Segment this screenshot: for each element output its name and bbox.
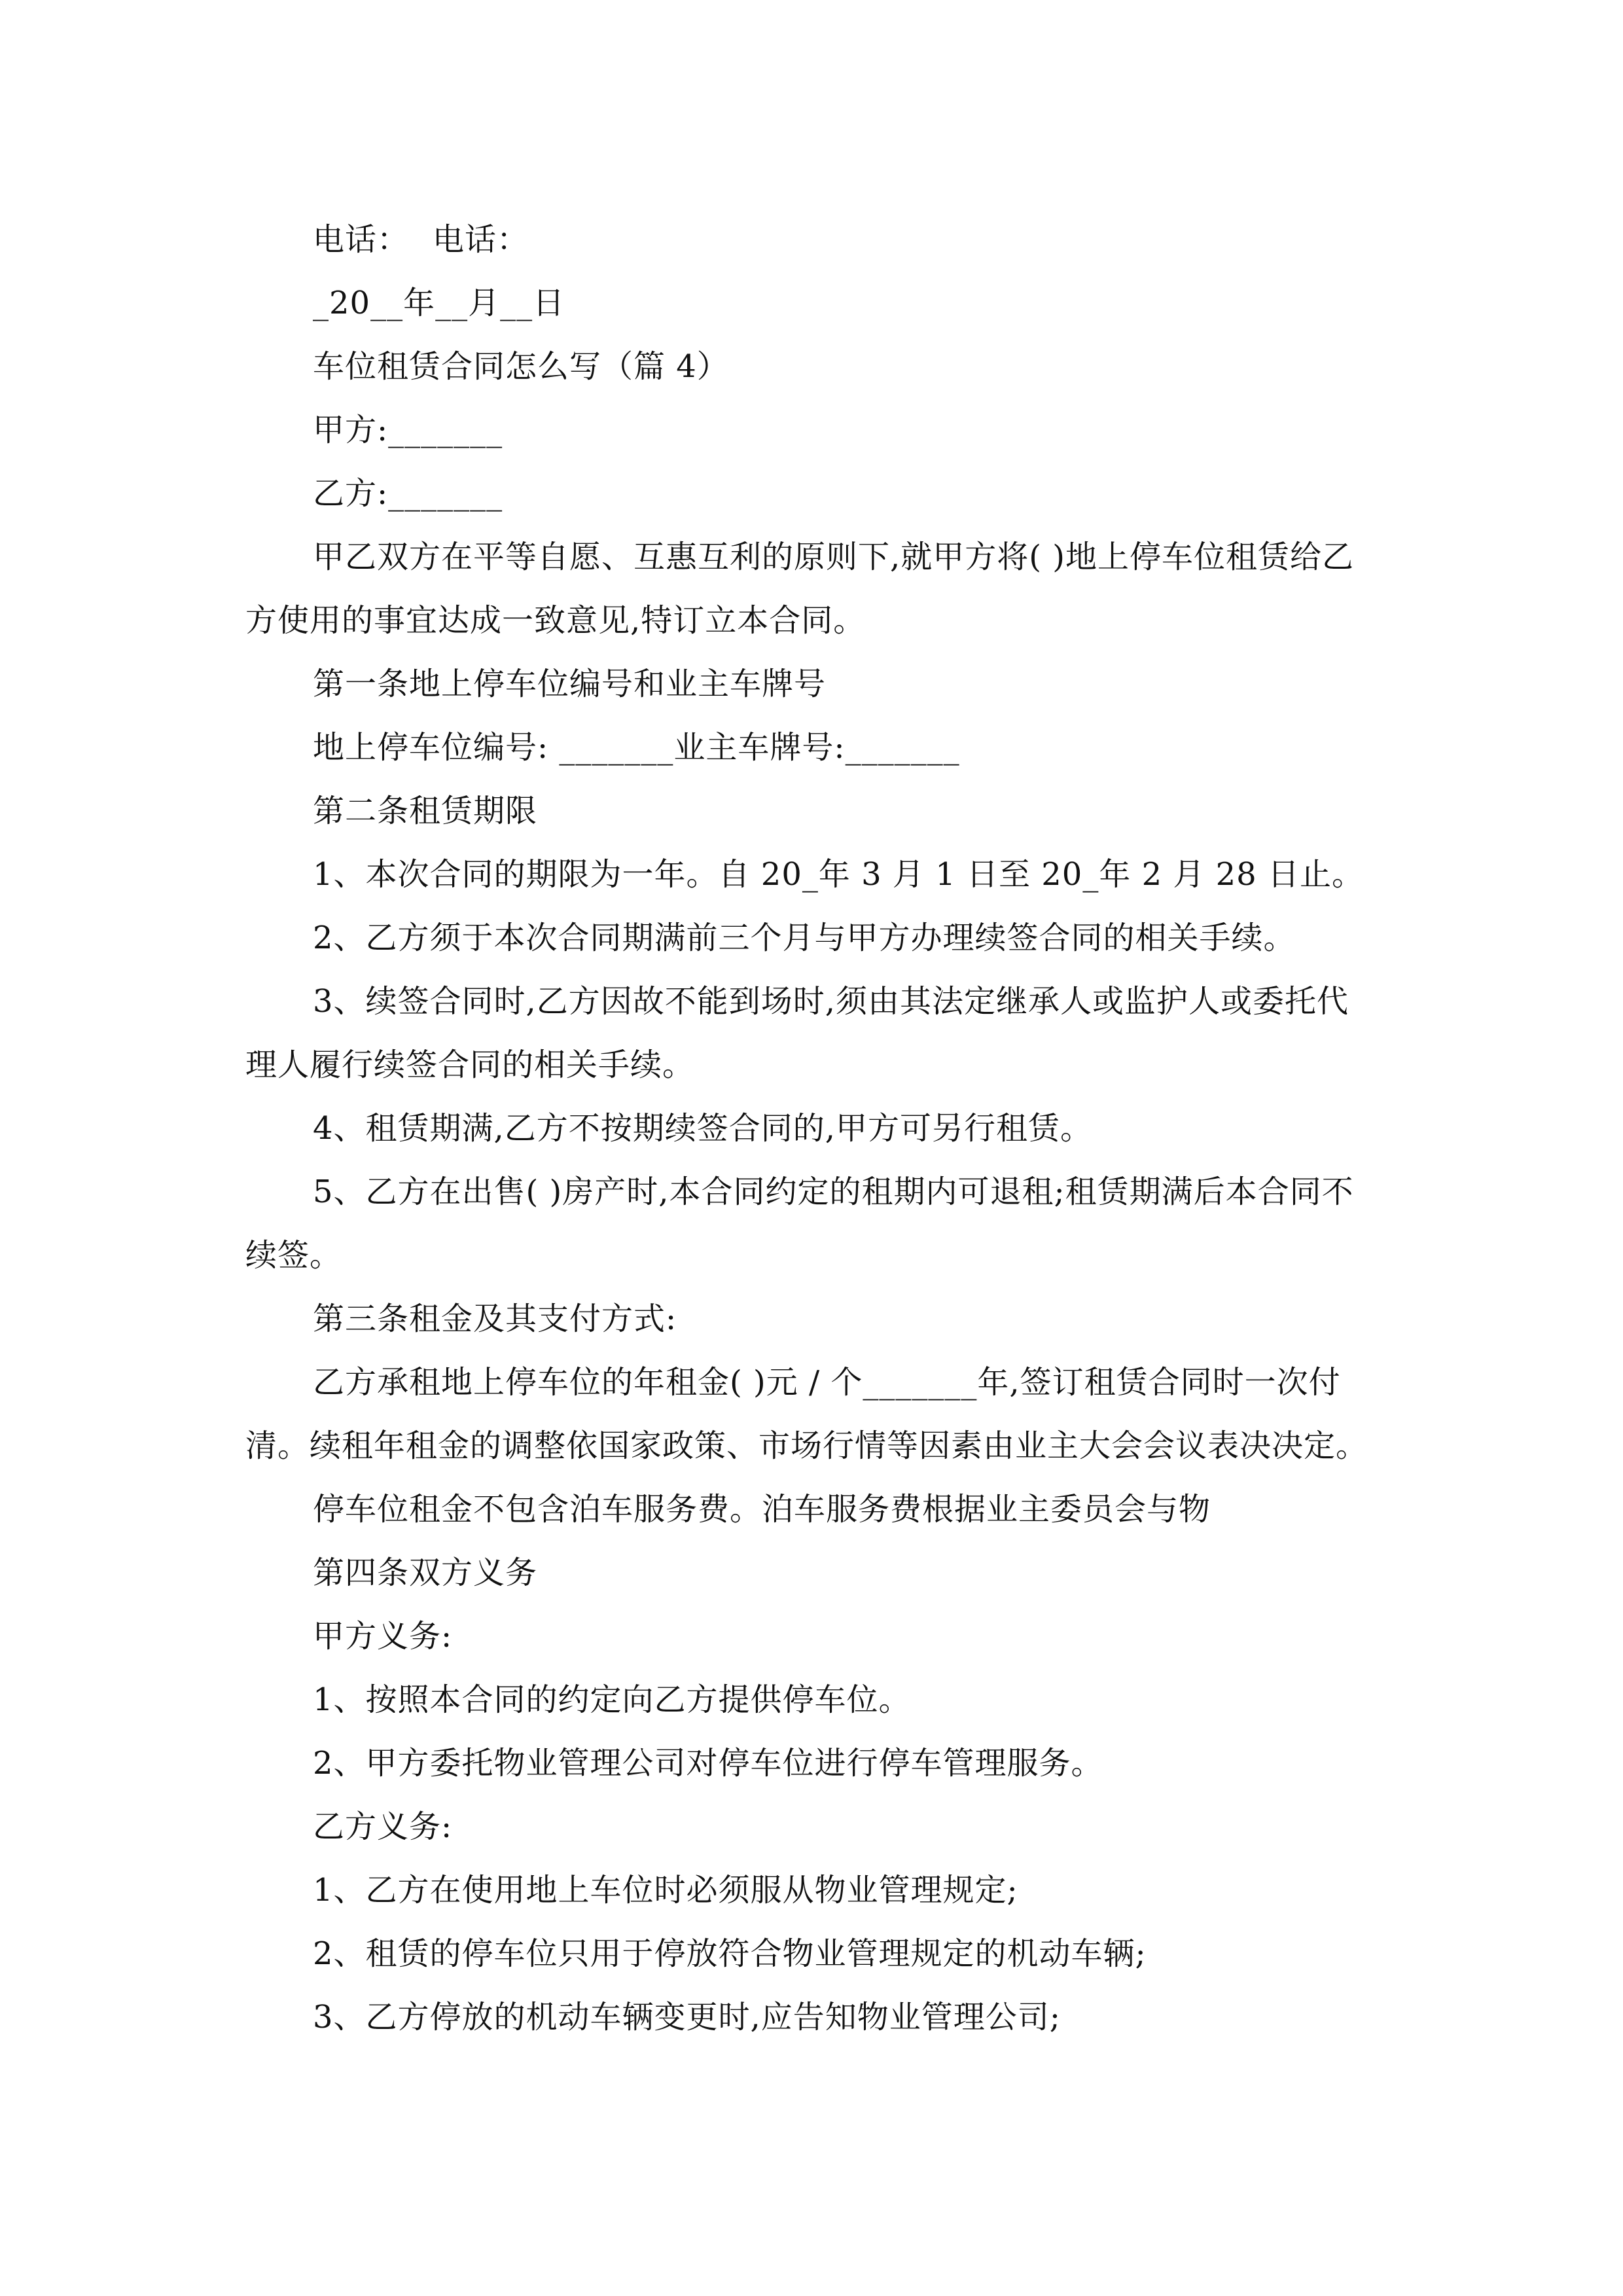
clause-line: 1、本次合同的期限为一年。自 20_年 3 月 1 日至 20_年 2 月 28 日止。 xyxy=(313,856,1364,893)
document-body xyxy=(245,208,1394,2049)
article-heading: 第二条租赁期限 xyxy=(313,793,538,829)
paragraph-line: 甲乙双方在平等自愿、互惠互利的原则下,就甲方将( )地上停车位租赁给乙 xyxy=(313,539,1354,575)
clause-line: 2、甲方委托物业管理公司对停车位进行停车管理服务。 xyxy=(313,1745,1103,1782)
paragraph-line: 乙方承租地上停车位的年租金( )元 / 个_______年,签订租赁合同时一次付 xyxy=(313,1364,1341,1401)
subheading: 甲方义务: xyxy=(313,1618,453,1655)
clause-line: 理人履行续签合同的相关手续。 xyxy=(245,1047,695,1083)
date-line: _20__年__月__日 xyxy=(313,285,565,321)
clause-line: 1、按照本合同的约定向乙方提供停车位。 xyxy=(313,1681,911,1718)
paragraph-line: 地上停车位编号: _______业主车牌号:_______ xyxy=(313,729,960,766)
phone-line xyxy=(245,208,1394,272)
clause-line: 3、乙方停放的机动车辆变更时,应告知物业管理公司; xyxy=(313,1999,1061,2036)
clause-line: 3、续签合同时,乙方因故不能到场时,须由其法定继承人或监护人或委托代 xyxy=(313,983,1349,1020)
paragraph-line: 停车位租金不包含泊车服务费。泊车服务费根据业主委员会与物 xyxy=(313,1491,1211,1528)
clause-line: 1、乙方在使用地上车位时必须服从物业管理规定; xyxy=(313,1872,1018,1909)
subheading: 乙方义务: xyxy=(313,1808,453,1845)
phone-label-b: 电话： xyxy=(433,221,529,258)
clause-line: 续签。 xyxy=(245,1237,342,1274)
party-b-line: 乙方:_______ xyxy=(313,475,503,512)
article-heading: 第一条地上停车位编号和业主车牌号 xyxy=(313,666,827,702)
clause-line: 5、乙方在出售( )房产时,本合同约定的租期内可退租;租赁期满后本合同不 xyxy=(313,1174,1354,1210)
phone-label-a: 电话： xyxy=(313,221,410,258)
article-heading: 第三条租金及其支付方式: xyxy=(313,1300,677,1337)
clause-line: 2、租赁的停车位只用于停放符合物业管理规定的机动车辆; xyxy=(313,1935,1147,1972)
party-a-line: 甲方:_______ xyxy=(313,412,503,448)
article-heading: 第四条双方义务 xyxy=(313,1554,538,1591)
paragraph-line: 清。续租年租金的调整依国家政策、市场行情等因素由业主大会会议表决决定。 xyxy=(245,1427,1368,1464)
clause-line: 4、租赁期满,乙方不按期续签合同的,甲方可另行租赁。 xyxy=(313,1110,1093,1147)
paragraph-line: 方使用的事宜达成一致意见,特订立本合同。 xyxy=(245,602,866,639)
clause-line: 2、乙方须于本次合同期满前三个月与甲方办理续签合同的相关手续。 xyxy=(313,920,1296,956)
section-title: 车位租赁合同怎么写（篇 4） xyxy=(313,348,729,385)
